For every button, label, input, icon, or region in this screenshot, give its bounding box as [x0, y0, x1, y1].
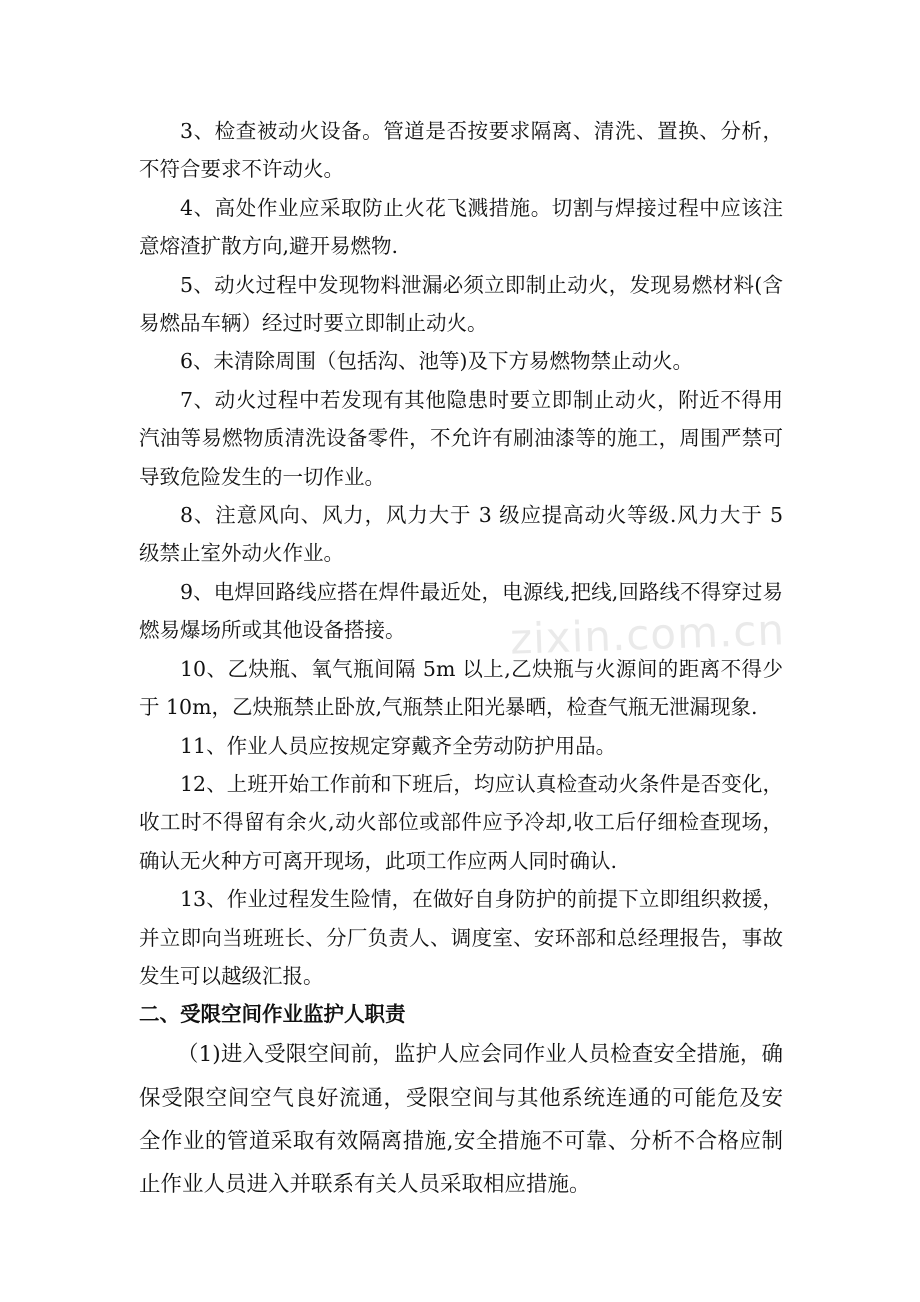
paragraph-item-11: 11、作业人员应按规定穿戴齐全劳动防护用品。	[180, 733, 617, 758]
paragraph-item-10: 10、乙炔瓶、氧气瓶间隔 5m 以上,乙炔瓶与火源间的距离不得少于 10m，乙炔瓶禁止卧放,气瓶禁止阳光暴晒，检查气瓶无泄漏现象.	[139, 656, 783, 720]
paragraph-item-3: 3、检查被动火设备。管道是否按要求隔离、清洗、置换、分析，不符合要求不许动火。	[139, 119, 783, 182]
document-body	[139, 112, 783, 1206]
watermark: zixin.com.cn	[509, 605, 786, 664]
paragraph-item-12: 12、上班开始工作前和下班后，均应认真检查动火条件是否变化，收工时不得留有余火,动火部位或部件应予冷却,收工后仔细检查现场，确认无火种方可离开现场，此项工作应两人同时确认.	[139, 771, 783, 873]
paragraph-item-5: 5、动火过程中发现物料泄漏必须立即制止动火，发现易燃材料(含易燃品车辆）经过时要立即制止动火。	[139, 272, 783, 336]
paragraph-item-7: 7、动火过程中若发现有其他隐患时要立即制止动火，附近不得用汽油等易燃物质清洗设备零件，不允许有刷油漆等的施工，周围严禁可导致危险发生的一切作业。	[139, 387, 783, 489]
section-paragraph-1: （1)进入受限空间前，监护人应会同作业人员检查安全措施，确保受限空间空气良好流通，受限空间与其他系统连通的可能危及安全作业的管道采取有效隔离措施,安全措施不可靠、分析不合格应制止作业人员进入并联系有关人员采取相应措施。	[139, 1042, 783, 1197]
paragraph-item-9: 9、电焊回路线应搭在焊件最近处，电源线,把线,回路线不得穿过易燃易爆场所或其他设备搭接。	[139, 579, 783, 643]
section-heading: 二、受限空间作业监护人职责	[139, 1002, 406, 1027]
paragraph-item-13: 13、作业过程发生险情，在做好自身防护的前提下立即组织救援，并立即向当班班长、分厂负责人、调度室、安环部和总经理报告，事故发生可以越级汇报。	[139, 887, 783, 988]
paragraph-item-8: 8、注意风向、风力，风力大于 3 级应提高动火等级.风力大于 5 级禁止室外动火作业。	[139, 503, 783, 566]
paragraph-item-6: 6、未清除周围（包括沟、池等)及下方易燃物禁止动火。	[180, 349, 694, 374]
paragraph-item-4: 4、高处作业应采取防止火花飞溅措施。切割与焊接过程中应该注意熔渣扩散方向,避开易燃物.	[139, 195, 783, 259]
